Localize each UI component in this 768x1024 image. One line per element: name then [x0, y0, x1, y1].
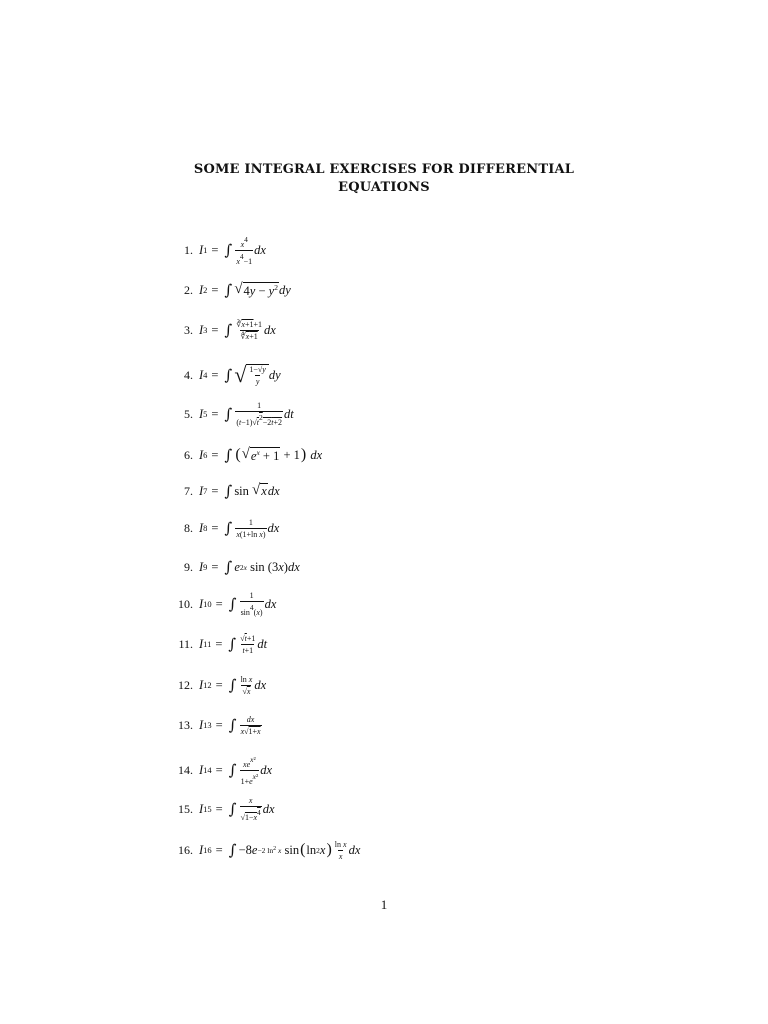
exercise-number: 11. — [178, 636, 193, 651]
exercise-number: 1. — [184, 242, 193, 257]
exercise-formula: I 8 = ∫ $\frac{1}{\text{x(1+ln x)}}$ dx — [199, 517, 280, 539]
exercise-formula: I 13 = ∫ $\frac{dx}{x√1+x}$ — [199, 714, 261, 736]
exercise-formula: I 4 = ∫ √ $\frac{1-√y}{y}$ dy — [199, 362, 281, 387]
exercise-item — [0, 399, 768, 429]
page-title — [170, 161, 598, 197]
exercise-item — [0, 755, 768, 785]
exercise-number: 8. — [184, 520, 193, 535]
exercise-item — [0, 513, 768, 543]
exercise-formula: I 7 = ∫ sin √ x dx — [199, 482, 280, 500]
exercise-item — [0, 710, 768, 740]
exercise-formula: I 6 = ∫ ( √ $e^x + 1$ + 1 ) dx — [199, 445, 323, 464]
exercise-formula: I 15 = ∫ $\frac{x}{√1-x4}$ dx — [199, 796, 275, 822]
exercise-formula: I 10 = ∫ $\frac{1}{\sin 4(x)}$ dx — [199, 591, 277, 617]
exercise-item — [0, 360, 768, 390]
exercise-number: 4. — [184, 367, 193, 382]
exercise-item — [0, 835, 768, 865]
exercise-number: 7. — [184, 483, 193, 498]
exercise-formula: I 3 = ∫ $\frac{∛x+1+1}{∜x+1}$ dx — [199, 319, 276, 341]
title-line-2: EQUATIONS — [338, 180, 430, 195]
exercise-number: 15. — [178, 801, 193, 816]
exercise-formula: I 5 = ∫ $\frac{1}{(t-1)√t2-2t+2}$ dt — [199, 401, 294, 427]
exercise-number: 9. — [184, 559, 193, 574]
exercise-number: 3. — [184, 322, 193, 337]
exercise-formula: I 1 = ∫ $\frac{x4}{x4-1}$ dx — [199, 234, 266, 266]
exercise-number: 12. — [178, 677, 193, 692]
exercise-number: 14. — [178, 762, 193, 777]
exercise-formula: I 12 = ∫ $\frac{\text{ln x}}{√x}$ dx — [199, 674, 267, 696]
exercise-formula: I 11 = ∫ $\frac{√t+1}{t+1}$ dt — [199, 633, 268, 655]
exercise-item — [0, 315, 768, 345]
page-number: 1 — [380, 897, 388, 912]
exercise-item — [0, 629, 768, 659]
exercise-item — [0, 235, 768, 265]
exercise-formula: I 16 = ∫ −8 e −2 $\ln^2 x$ sin ( ln 2 x ) $\frac{\text{ln x}}{x}$ dx — [199, 839, 361, 861]
exercise-item — [0, 275, 768, 305]
exercise-item — [0, 794, 768, 824]
title-line-1: SOME INTEGRAL EXERCISES FOR DIFFERENTIAL — [193, 162, 575, 177]
exercise-item — [0, 440, 768, 470]
exercise-number: 5. — [184, 406, 193, 421]
exercise-number: 13. — [178, 717, 193, 732]
exercise-item — [0, 670, 768, 700]
exercise-item — [0, 552, 768, 582]
exercise-formula: I 2 = ∫ √ $4y - y^2$ dy — [199, 280, 291, 299]
exercise-item — [0, 476, 768, 506]
exercise-number: 16. — [178, 842, 193, 857]
exercise-formula: I 9 = ∫ e 2x sin (3 x ) dx — [199, 558, 300, 576]
exercise-number: 6. — [184, 447, 193, 462]
exercise-number: 10. — [178, 596, 193, 611]
exercise-formula: I 14 = ∫ $\frac{\text{xex²}}{\text{1+ex²}}$ dx — [199, 754, 273, 786]
exercise-item — [0, 589, 768, 619]
exercise-number: 2. — [184, 282, 193, 297]
